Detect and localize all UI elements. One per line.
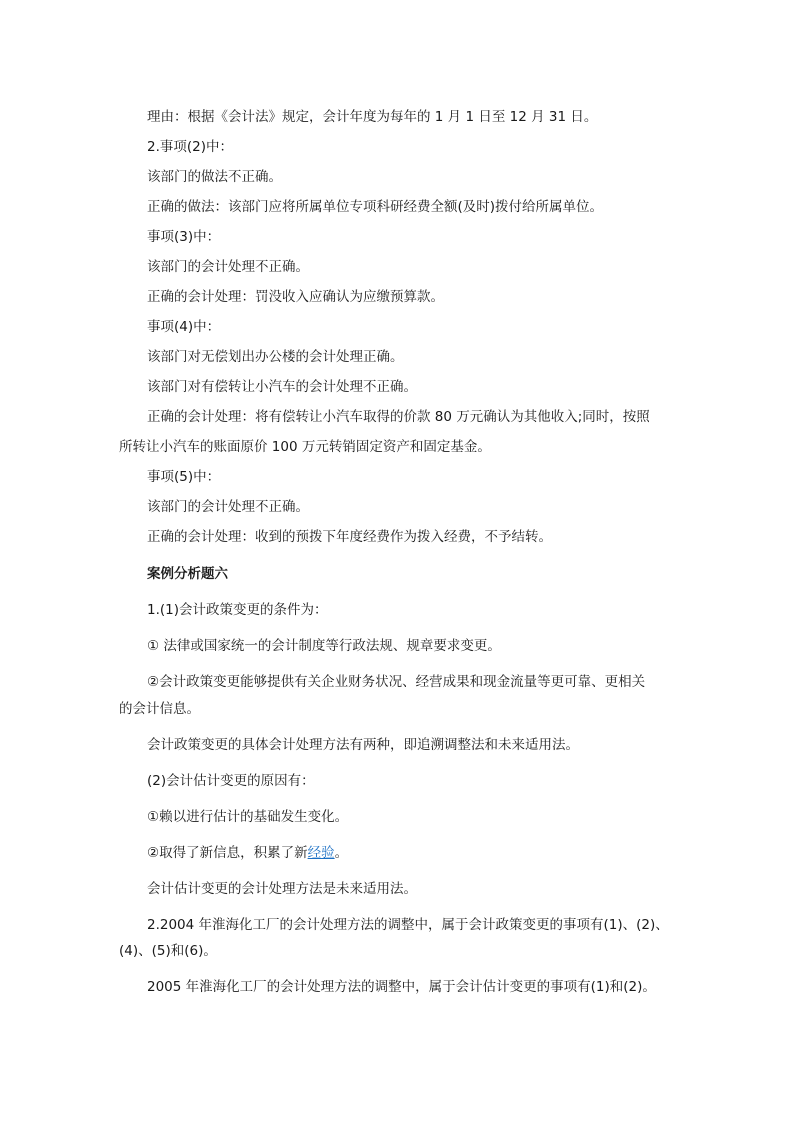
item-4-heading: 事项(4)中： — [147, 319, 221, 335]
paragraph: 正确的会计处理：将有偿转让小汽车取得的价款 80 万元确认为其他收入;同时，按照 — [147, 409, 650, 425]
list-item: ②会计政策变更能够提供有关企业财务状况、经营成果和现金流量等更可靠、更相关 — [147, 674, 646, 690]
paragraph-continuation: (4)、(5)和(6)。 — [119, 943, 217, 959]
list-item-text: ②取得了新信息，积累了新 — [147, 845, 308, 861]
section-title: 案例分析题六 — [147, 566, 228, 582]
item-2-heading: 2.事项(2)中： — [147, 139, 234, 155]
paragraph: 该部门的会计处理不正确。 — [147, 259, 309, 275]
experience-link[interactable]: 经验 — [307, 845, 335, 861]
item-3-heading: 事项(3)中： — [147, 229, 221, 245]
paragraph-continuation: 所转让小汽车的账面原价 100 万元转销固定资产和固定基金。 — [119, 439, 491, 455]
question-1-2-heading: (2)会计估计变更的原因有： — [147, 773, 315, 789]
question-2-paragraph: 2.2004 年淮海化工厂的会计处理方法的调整中，属于会计政策变更的事项有(1)、(2)、 — [147, 917, 669, 933]
paragraph: 正确的会计处理：收到的预拨下年度经费作为拨入经费，不予结转。 — [147, 529, 552, 545]
paragraph: 该部门的会计处理不正确。 — [147, 499, 309, 515]
paragraph: 2005 年淮海化工厂的会计处理方法的调整中，属于会计估计变更的事项有(1)和(2)。 — [147, 979, 656, 995]
paragraph: 该部门的做法不正确。 — [147, 169, 282, 185]
list-item: ①赖以进行估计的基础发生变化。 — [147, 809, 349, 825]
paragraph: 会计政策变更的具体会计处理方法有两种，即追溯调整法和未来适用法。 — [147, 737, 579, 753]
list-item-continuation: 的会计信息。 — [119, 701, 200, 717]
list-item: ① 法律或国家统一的会计制度等行政法规、规章要求变更。 — [147, 638, 501, 654]
reason-line: 理由：根据《会计法》规定，会计年度为每年的 1 月 1 日至 12 月 31 日。 — [147, 109, 598, 125]
list-item-text-end: 。 — [334, 845, 349, 861]
list-item — [147, 844, 348, 862]
paragraph: 该部门对无偿划出办公楼的会计处理正确。 — [147, 349, 404, 365]
item-5-heading: 事项(5)中： — [147, 469, 221, 485]
paragraph: 正确的会计处理：罚没收入应确认为应缴预算款。 — [147, 289, 444, 305]
paragraph: 会计估计变更的会计处理方法是未来适用法。 — [147, 881, 417, 897]
paragraph: 正确的做法：该部门应将所属单位专项科研经费全额(及时)拨付给所属单位。 — [147, 199, 604, 215]
paragraph: 该部门对有偿转让小汽车的会计处理不正确。 — [147, 379, 417, 395]
question-1-heading: 1.(1)会计政策变更的条件为： — [147, 602, 328, 618]
